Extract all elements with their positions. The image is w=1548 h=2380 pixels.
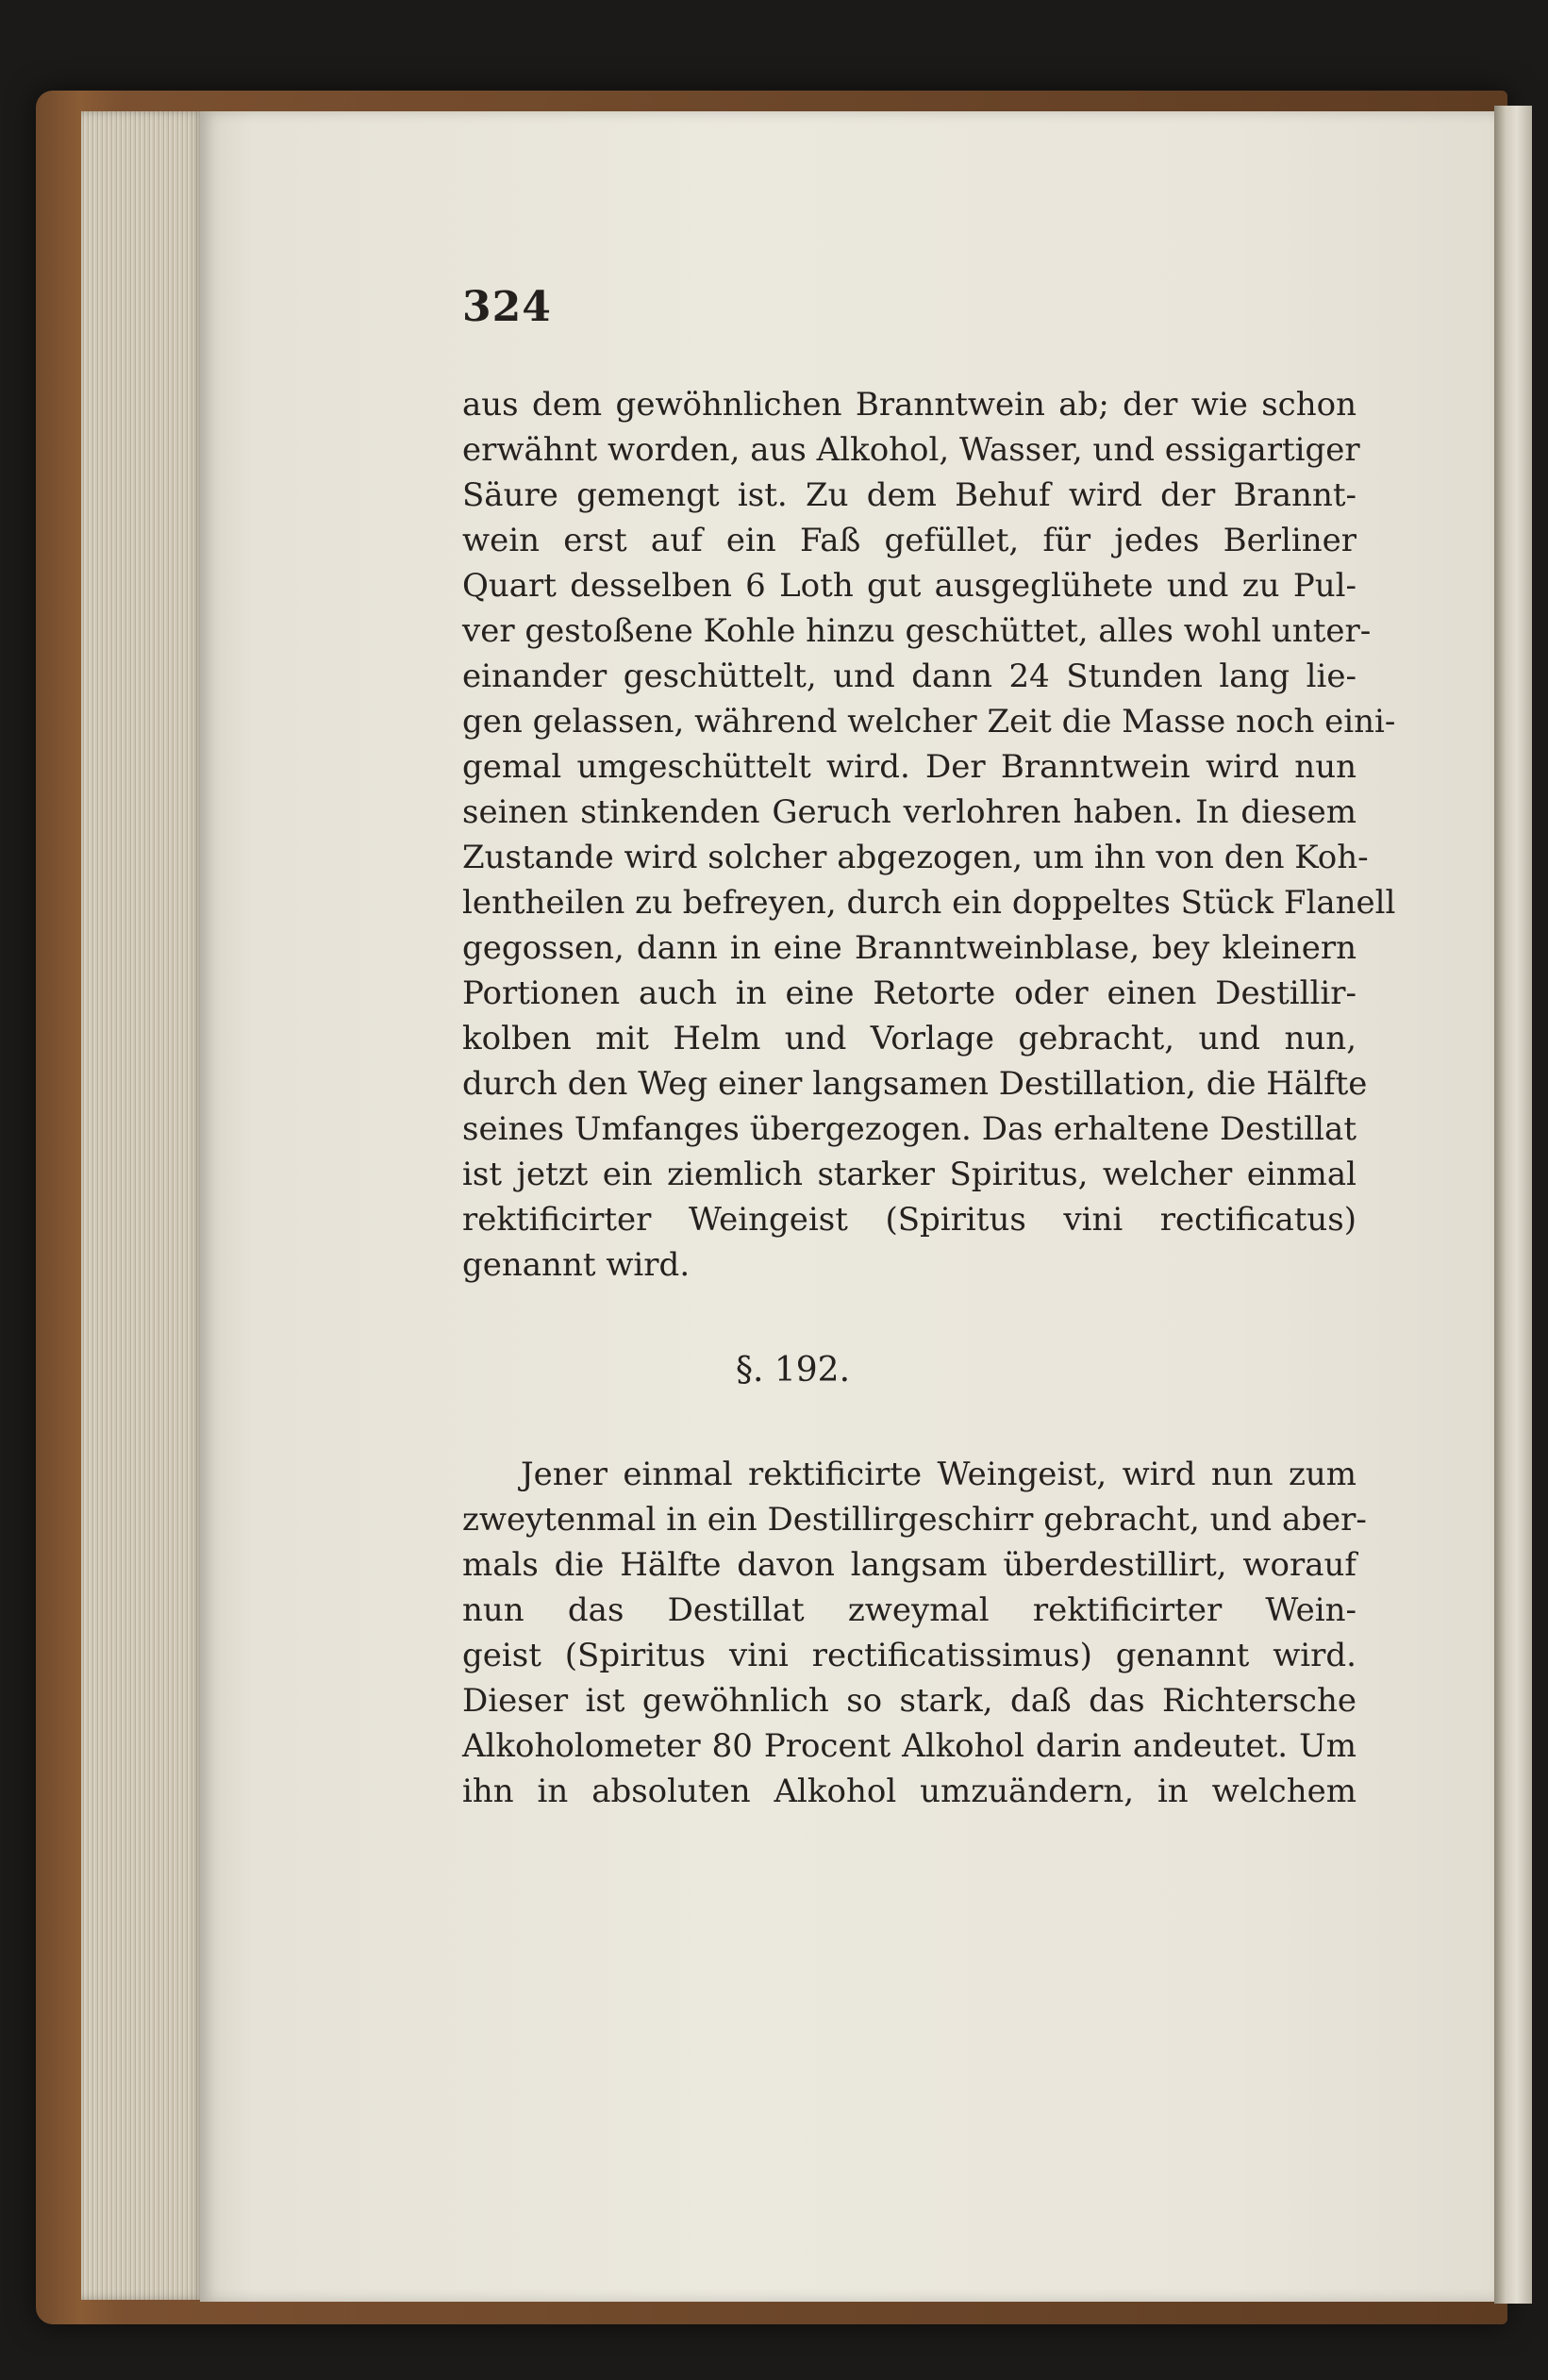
text-line: durch den Weg einer langsamen Destillation, die Hälfte — [462, 1065, 1368, 1103]
text-line: nun das Destillat zweymal rektificirter Wein- — [462, 1591, 1357, 1629]
text-line: gegossen, dann in eine Branntweinblase, bey kleinern — [462, 929, 1357, 967]
text-line: ihn in absoluten Alkohol umzuändern, in welchem — [462, 1773, 1357, 1810]
text-line: Dieser ist gewöhnlich so stark, daß das Richtersche — [462, 1682, 1357, 1720]
text-line: seines Umfanges übergezogen. Das erhaltene Destillat — [462, 1110, 1357, 1148]
page-number: 324 — [462, 283, 552, 331]
text-line: geist (Spiritus vini rectificatissimus) genannt wird. — [462, 1637, 1357, 1674]
text-line: Portionen auch in eine Retorte oder einen Destillir- — [462, 974, 1357, 1012]
next-page-edge — [1494, 106, 1532, 2304]
text-line: aus dem gewöhnlichen Branntwein ab; der wie schon — [462, 386, 1357, 424]
text-line: erwähnt worden, aus Alkohol, Wasser, und essigartiger — [462, 431, 1360, 469]
text-line: Alkoholometer 80 Procent Alkohol darin andeutet. Um — [462, 1727, 1357, 1765]
text-line: seinen stinkenden Geruch verlohren haben. In diesem — [462, 793, 1357, 831]
page-edges — [81, 111, 204, 2300]
text-line: lentheilen zu befreyen, durch ein doppeltes Stück Flanell — [462, 884, 1396, 922]
text-line: einander geschüttelt, und dann 24 Stunden lang lie- — [462, 657, 1357, 695]
text-line: ist jetzt ein ziemlich starker Spiritus, welcher einmal — [462, 1156, 1357, 1193]
text-line: gemal umgeschüttelt wird. Der Branntwein wird nun — [462, 748, 1357, 786]
text-line: Quart desselben 6 Loth gut ausgeglühete und zu Pul- — [462, 567, 1357, 605]
text-line: mals die Hälfte davon langsam überdestillirt, worauf — [462, 1546, 1357, 1584]
text-line: Säure gemengt ist. Zu dem Behuf wird der Brannt- — [462, 476, 1357, 514]
section-heading: §. 192. — [735, 1351, 851, 1390]
text-line: ver gestoßene Kohle hinzu geschüttet, alles wohl unter- — [462, 612, 1372, 650]
text-line: Jener einmal rektificirte Weingeist, wird nun zum — [521, 1456, 1357, 1493]
text-line: zweytenmal in ein Destillirgeschirr gebracht, und aber- — [462, 1501, 1367, 1539]
text-line: kolben mit Helm und Vorlage gebracht, und nun, — [462, 1020, 1357, 1057]
text-line: Zustande wird solcher abgezogen, um ihn von den Koh- — [462, 839, 1369, 876]
text-line: gen gelassen, während welcher Zeit die Masse noch eini- — [462, 703, 1396, 741]
text-line: rektificirter Weingeist (Spiritus vini rectificatus) — [462, 1201, 1357, 1239]
text-line: genannt wird. — [462, 1246, 691, 1284]
text-line: wein erst auf ein Faß gefüllet, für jedes Berliner — [462, 522, 1357, 559]
